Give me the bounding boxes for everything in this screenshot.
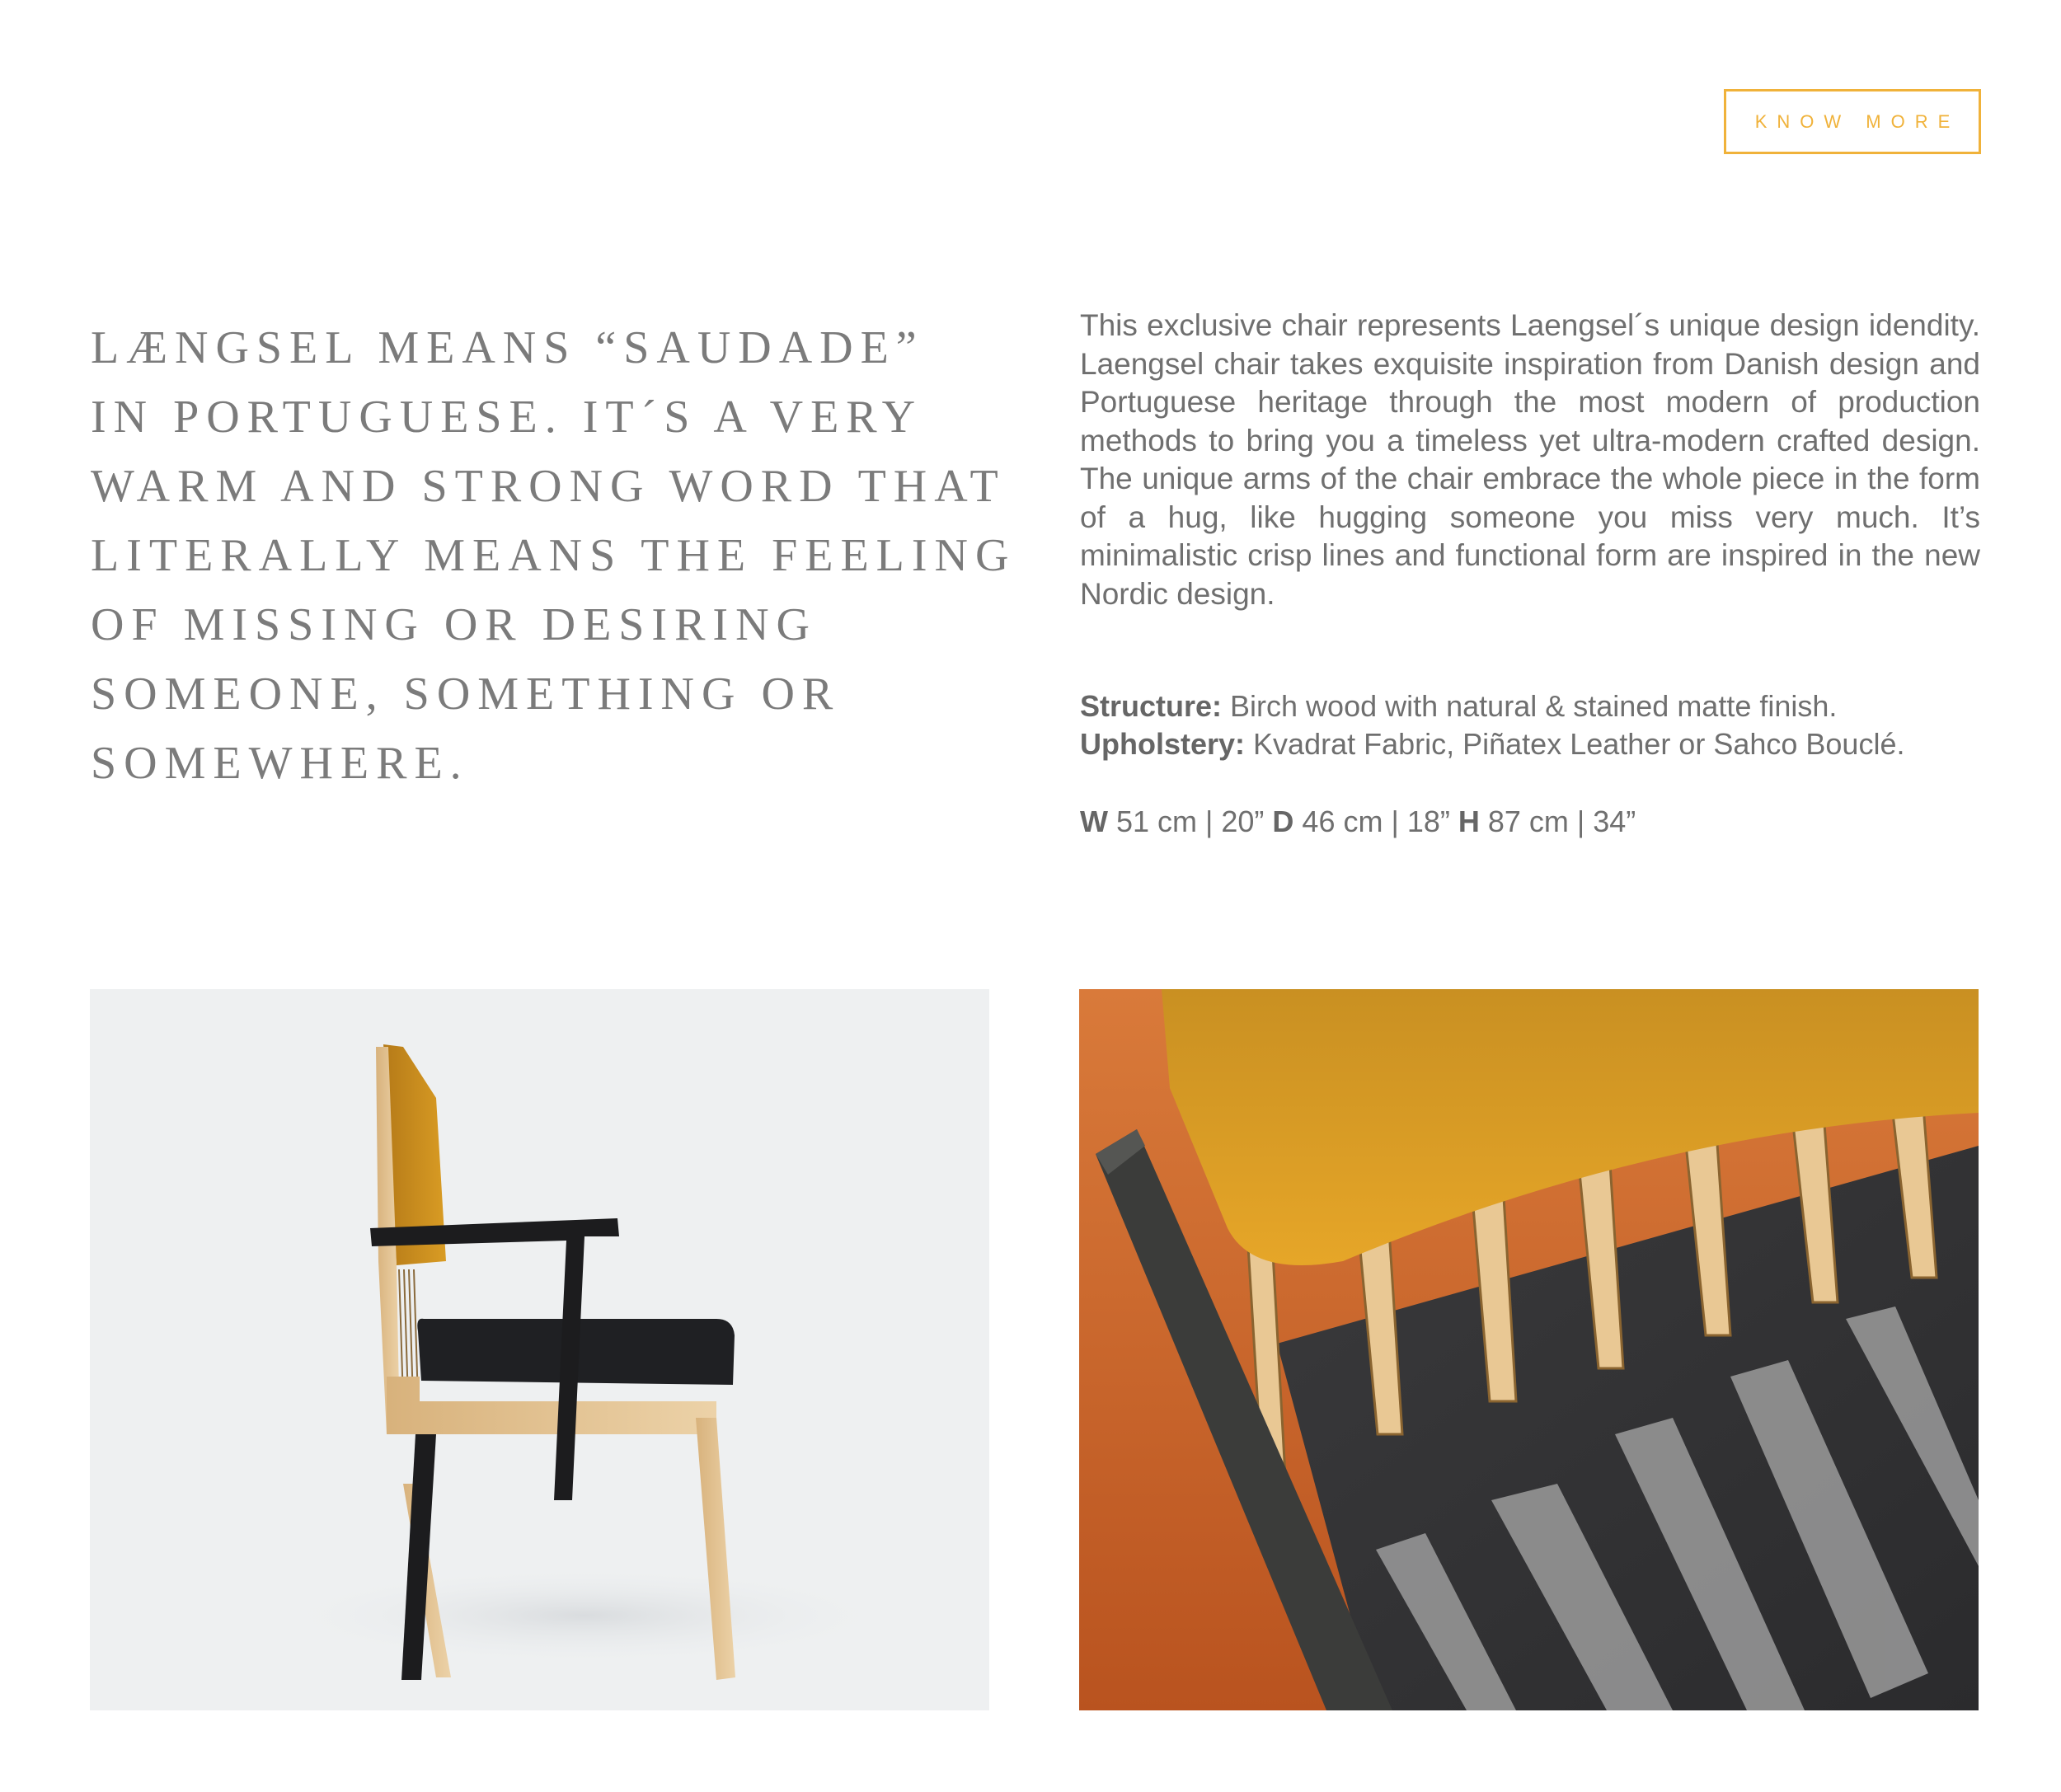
upholstery-label: Upholstery: [1080, 727, 1246, 761]
width-label: W [1080, 805, 1108, 838]
depth-label: D [1272, 805, 1294, 838]
know-more-button[interactable]: KNOW MORE [1724, 89, 1981, 154]
headline-line: IN PORTUGUESE. IT´S A VERY [91, 392, 923, 443]
headline-line: OF MISSING OR DESIRING [91, 599, 817, 650]
dimensions [1080, 803, 1980, 841]
height-value: 87 cm | 34” [1479, 805, 1636, 838]
structure-label: Structure: [1080, 689, 1223, 723]
chair-side-illustration [90, 989, 989, 1710]
headline-line: SOMEONE, SOMETHING OR [91, 668, 841, 720]
structure-spec [1080, 687, 1980, 725]
upholstery-spec [1080, 725, 1980, 763]
chair-side-photo [90, 989, 989, 1710]
chair-detail-illustration [1079, 989, 1979, 1710]
upholstery-value: Kvadrat Fabric, Piñatex Leather or Sahco Bouclé. [1245, 727, 1905, 761]
depth-value: 46 cm | 18” [1293, 805, 1458, 838]
product-description: This exclusive chair represents Laengsel´s unique design idendity. Laengsel chair takes exquisite inspiration from Danish design and Portuguese heritage through the most modern of production methods to bring you a timeless yet ultra-modern crafted design. The unique arms of the chair embrace the whole piece in the form of a hug, like hugging someone you miss very much. It’s minimalistic crisp lines and functional form are inspired in the new Nordic design. [1080, 308, 1980, 611]
chair-detail-photo [1079, 989, 1979, 1710]
product-specs [1080, 687, 1980, 763]
headline-line: WARM AND STRONG WORD THAT [91, 461, 1006, 512]
structure-value: Birch wood with natural & stained matte finish. [1222, 689, 1838, 723]
headline-line: LITERALLY MEANS THE FEELING [91, 530, 1016, 581]
height-label: H [1458, 805, 1480, 838]
headline-line: SOMEWHERE. [91, 738, 469, 789]
width-value: 51 cm | 20” [1107, 805, 1273, 838]
headline [91, 313, 1014, 798]
headline-line: LÆNGSEL MEANS “SAUDADE” [91, 322, 924, 373]
